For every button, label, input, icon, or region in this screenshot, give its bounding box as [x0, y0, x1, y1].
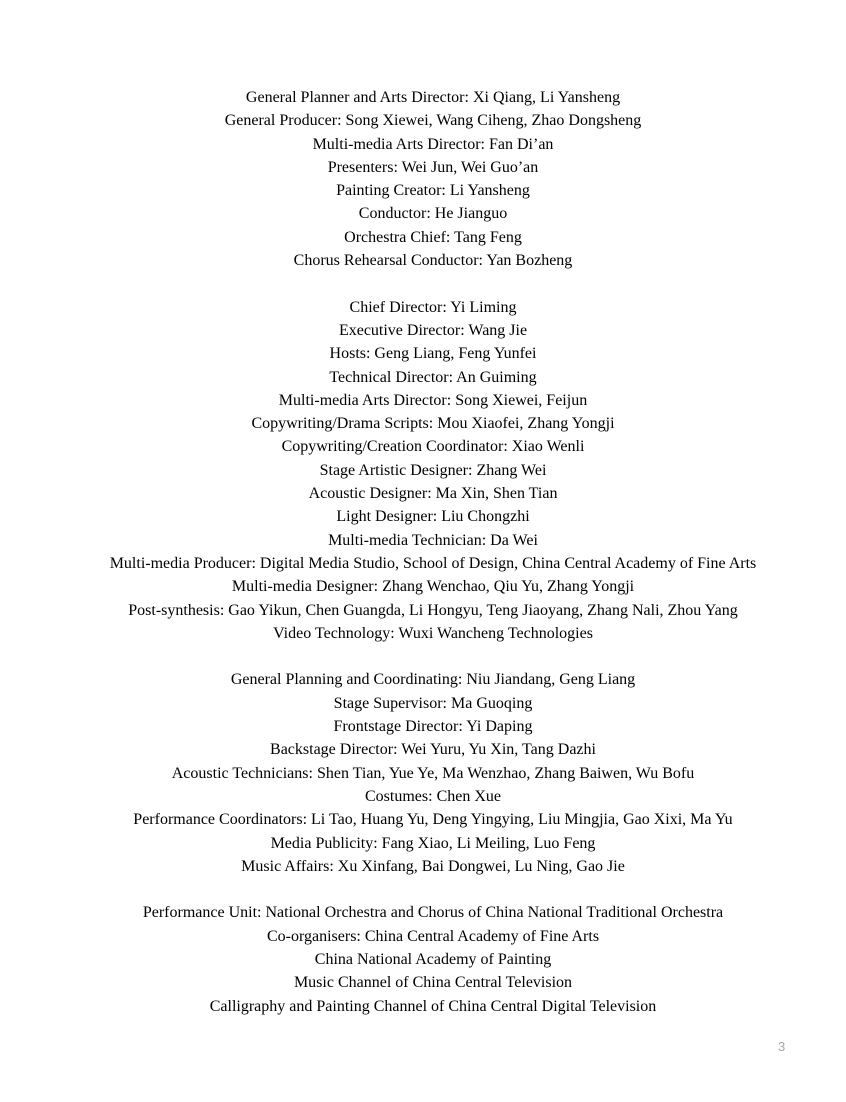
credit-line: Multi-media Producer: Digital Media Studio, School of Design, China Central Academy of Fine Arts	[109, 554, 757, 572]
credit-line: Acoustic Technicians: Shen Tian, Yue Ye, Ma Wenzhao, Zhang Baiwen, Wu Bofu	[171, 764, 695, 782]
credit-line: Hosts: Geng Liang, Feng Yunfei	[329, 345, 537, 363]
credits-body	[24, 86, 842, 1018]
credit-line: Conductor: He Jianguo	[358, 205, 508, 223]
credit-line: Post-synthesis: Gao Yikun, Chen Guangda, Li Hongyu, Teng Jiaoyang, Zhang Nali, Zhou Yang	[128, 601, 738, 619]
credit-line: Backstage Director: Wei Yuru, Yu Xin, Tang Dazhi	[270, 741, 596, 759]
credit-line: Multi-media Designer: Zhang Wenchao, Qiu Yu, Zhang Yongji	[231, 578, 635, 596]
credit-line: Music Affairs: Xu Xinfang, Bai Dongwei, Lu Ning, Gao Jie	[241, 857, 625, 875]
credit-line: General Planning and Coordinating: Niu Jiandang, Geng Liang	[230, 671, 636, 689]
credit-line: Costumes: Chen Xue	[365, 787, 501, 805]
credit-line: Multi-media Arts Director: Fan Di’an	[312, 135, 554, 153]
credit-section	[24, 86, 842, 272]
credit-section	[24, 901, 842, 1017]
credit-line: Technical Director: An Guiming	[329, 368, 537, 386]
credit-line: Stage Artistic Designer: Zhang Wei	[319, 461, 547, 479]
credit-line: Performance Coordinators: Li Tao, Huang Yu, Deng Yingying, Liu Mingjia, Gao Xixi, Ma Yu	[133, 811, 733, 829]
credit-line: Co-organisers: China Central Academy of Fine Arts	[266, 927, 600, 945]
credit-line: Chief Director: Yi Liming	[349, 298, 517, 316]
credit-line: Orchestra Chief: Tang Feng	[344, 228, 522, 246]
credit-line: Acoustic Designer: Ma Xin, Shen Tian	[308, 485, 558, 503]
credit-line: General Planner and Arts Director: Xi Qiang, Li Yansheng	[245, 89, 621, 106]
credit-line: General Producer: Song Xiewei, Wang Ciheng, Zhao Dongsheng	[224, 112, 642, 130]
credit-line: Stage Supervisor: Ma Guoqing	[333, 694, 533, 712]
credit-line: Performance Unit: National Orchestra and Chorus of China National Traditional Orchestra	[142, 904, 724, 922]
credit-line: Light Designer: Liu Chongzhi	[336, 508, 530, 526]
page-number: 3	[778, 1039, 786, 1054]
credit-line: Calligraphy and Painting Channel of China Central Digital Television	[209, 997, 657, 1015]
credit-line: Music Channel of China Central Television	[293, 974, 573, 992]
credit-line: Chorus Rehearsal Conductor: Yan Bozheng	[293, 252, 573, 270]
credit-line: Painting Creator: Li Yansheng	[336, 182, 530, 200]
credit-line: China National Academy of Painting	[314, 950, 552, 968]
credit-line: Copywriting/Drama Scripts: Mou Xiaofei, Zhang Yongji	[251, 415, 615, 433]
credit-line: Copywriting/Creation Coordinator: Xiao Wenli	[281, 438, 585, 456]
credit-section	[24, 668, 842, 878]
credit-section	[24, 296, 842, 645]
credit-line: Executive Director: Wang Jie	[338, 321, 528, 339]
credit-line: Presenters: Wei Jun, Wei Guo’an	[327, 158, 539, 176]
credit-line: Media Publicity: Fang Xiao, Li Meiling, Luo Feng	[270, 834, 596, 852]
credit-line: Frontstage Director: Yi Daping	[333, 718, 533, 736]
credit-line: Multi-media Technician: Da Wei	[328, 531, 538, 549]
credit-line: Video Technology: Wuxi Wancheng Technologies	[273, 624, 593, 642]
credit-line: Multi-media Arts Director: Song Xiewei, Feijun	[278, 391, 588, 409]
